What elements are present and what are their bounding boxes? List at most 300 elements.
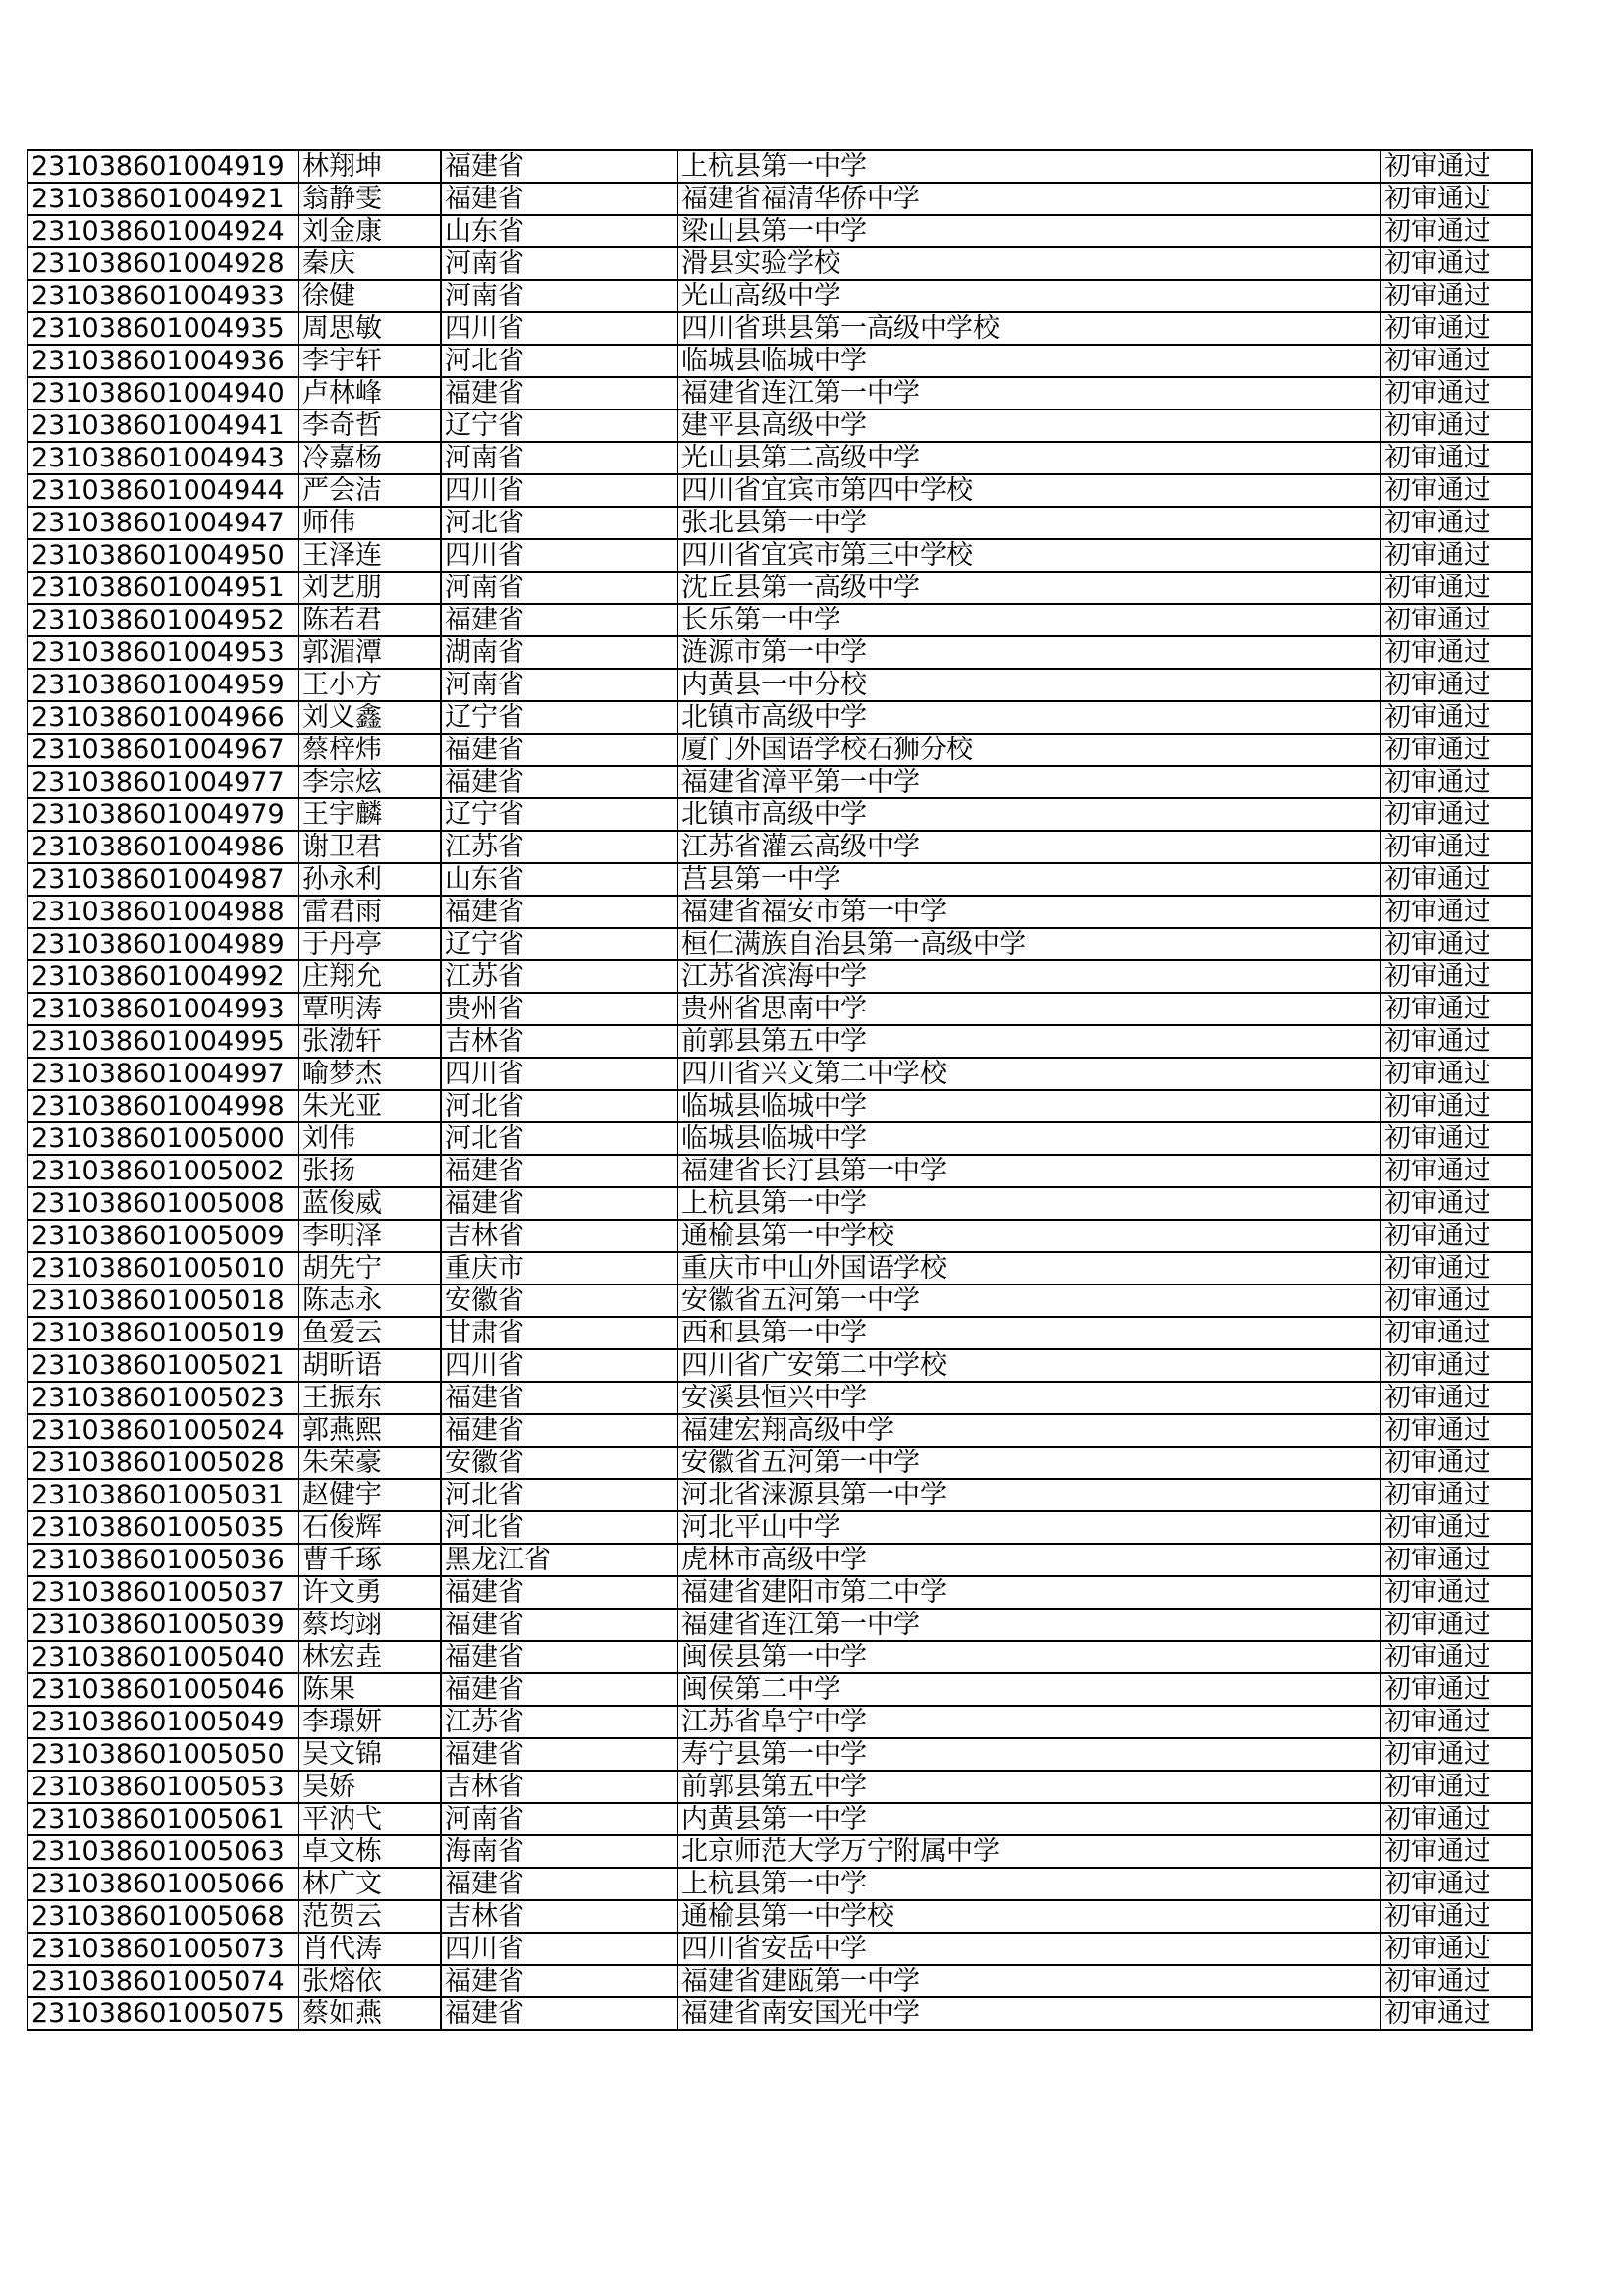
- province-cell: 山东省: [441, 863, 677, 896]
- school-cell: 北镇市高级中学: [677, 798, 1380, 831]
- status-cell: 初审通过: [1380, 1058, 1532, 1090]
- school-cell: 重庆市中山外国语学校: [677, 1252, 1380, 1285]
- table-row: [27, 701, 1532, 734]
- candidate-id-cell: 231038601005049: [27, 1706, 298, 1738]
- province-cell: 福建省: [441, 1641, 677, 1673]
- status-cell: 初审通过: [1380, 1187, 1532, 1220]
- table-row: [27, 1900, 1532, 1933]
- school-cell: 张北县第一中学: [677, 507, 1380, 539]
- candidate-id-cell: 231038601004944: [27, 474, 298, 507]
- status-cell: 初审通过: [1380, 1025, 1532, 1058]
- school-cell: 通榆县第一中学校: [677, 1220, 1380, 1252]
- candidate-name-cell: 蔡梓炜: [298, 734, 441, 766]
- candidate-id-cell: 231038601004947: [27, 507, 298, 539]
- school-cell: 江苏省阜宁中学: [677, 1706, 1380, 1738]
- candidate-name-cell: 喻梦杰: [298, 1058, 441, 1090]
- school-cell: 北京师范大学万宁附属中学: [677, 1835, 1380, 1868]
- province-cell: 四川省: [441, 539, 677, 572]
- status-cell: 初审通过: [1380, 960, 1532, 993]
- candidate-name-cell: 平汭弋: [298, 1803, 441, 1835]
- school-cell: 西和县第一中学: [677, 1317, 1380, 1349]
- school-cell: 安徽省五河第一中学: [677, 1285, 1380, 1317]
- province-cell: 四川省: [441, 1933, 677, 1965]
- province-cell: 辽宁省: [441, 410, 677, 442]
- status-cell: 初审通过: [1380, 1511, 1532, 1544]
- candidate-name-cell: 王宇麟: [298, 798, 441, 831]
- table-row: [27, 1511, 1532, 1544]
- candidate-id-cell: 231038601004986: [27, 831, 298, 863]
- table-row: [27, 1965, 1532, 1997]
- candidate-id-cell: 231038601005036: [27, 1544, 298, 1576]
- province-cell: 福建省: [441, 1738, 677, 1771]
- candidate-id-cell: 231038601004993: [27, 993, 298, 1025]
- table-row: [27, 1090, 1532, 1122]
- table-row: [27, 1641, 1532, 1673]
- province-cell: 山东省: [441, 215, 677, 247]
- province-cell: 辽宁省: [441, 928, 677, 960]
- status-cell: 初审通过: [1380, 1479, 1532, 1511]
- status-cell: 初审通过: [1380, 215, 1532, 247]
- status-cell: 初审通过: [1380, 345, 1532, 377]
- province-cell: 江苏省: [441, 1706, 677, 1738]
- candidate-name-cell: 蔡如燕: [298, 1997, 441, 2030]
- candidate-name-cell: 秦庆: [298, 247, 441, 280]
- table-row: [27, 766, 1532, 798]
- school-cell: 建平县高级中学: [677, 410, 1380, 442]
- candidate-name-cell: 刘艺朋: [298, 572, 441, 604]
- school-cell: 北镇市高级中学: [677, 701, 1380, 734]
- table-row: [27, 1122, 1532, 1155]
- status-cell: 初审通过: [1380, 377, 1532, 410]
- school-cell: 四川省安岳中学: [677, 1933, 1380, 1965]
- status-cell: 初审通过: [1380, 798, 1532, 831]
- school-cell: 福建宏翔高级中学: [677, 1414, 1380, 1447]
- province-cell: 福建省: [441, 377, 677, 410]
- school-cell: 莒县第一中学: [677, 863, 1380, 896]
- table-row: [27, 1187, 1532, 1220]
- table-row: [27, 798, 1532, 831]
- province-cell: 安徽省: [441, 1447, 677, 1479]
- candidate-name-cell: 王小方: [298, 669, 441, 701]
- province-cell: 福建省: [441, 1155, 677, 1187]
- table-row: [27, 604, 1532, 636]
- candidate-name-cell: 吴文锦: [298, 1738, 441, 1771]
- candidate-name-cell: 张扬: [298, 1155, 441, 1187]
- candidate-name-cell: 刘伟: [298, 1122, 441, 1155]
- table-row: [27, 1025, 1532, 1058]
- school-cell: 四川省宜宾市第三中学校: [677, 539, 1380, 572]
- table-row: [27, 1609, 1532, 1641]
- status-cell: 初审通过: [1380, 1641, 1532, 1673]
- province-cell: 河南省: [441, 442, 677, 474]
- status-cell: 初审通过: [1380, 896, 1532, 928]
- candidate-id-cell: 231038601004928: [27, 247, 298, 280]
- table-row: [27, 1252, 1532, 1285]
- table-row: [27, 928, 1532, 960]
- school-cell: 桓仁满族自治县第一高级中学: [677, 928, 1380, 960]
- province-cell: 江苏省: [441, 831, 677, 863]
- candidate-name-cell: 于丹亭: [298, 928, 441, 960]
- table-row: [27, 734, 1532, 766]
- table-row: [27, 377, 1532, 410]
- candidate-id-cell: 231038601005037: [27, 1576, 298, 1609]
- province-cell: 四川省: [441, 474, 677, 507]
- province-cell: 福建省: [441, 1414, 677, 1447]
- status-cell: 初审通过: [1380, 1317, 1532, 1349]
- school-cell: 四川省珙县第一高级中学校: [677, 312, 1380, 345]
- results-table: [27, 149, 1533, 2031]
- status-cell: 初审通过: [1380, 280, 1532, 312]
- candidate-name-cell: 张渤轩: [298, 1025, 441, 1058]
- status-cell: 初审通过: [1380, 766, 1532, 798]
- school-cell: 福建省福清华侨中学: [677, 183, 1380, 215]
- status-cell: 初审通过: [1380, 474, 1532, 507]
- candidate-id-cell: 231038601005018: [27, 1285, 298, 1317]
- table-row: [27, 896, 1532, 928]
- table-row: [27, 1317, 1532, 1349]
- status-cell: 初审通过: [1380, 1803, 1532, 1835]
- status-cell: 初审通过: [1380, 863, 1532, 896]
- candidate-name-cell: 许文勇: [298, 1576, 441, 1609]
- candidate-name-cell: 吴娇: [298, 1771, 441, 1803]
- school-cell: 光山高级中学: [677, 280, 1380, 312]
- status-cell: 初审通过: [1380, 734, 1532, 766]
- status-cell: 初审通过: [1380, 1609, 1532, 1641]
- province-cell: 河北省: [441, 1090, 677, 1122]
- province-cell: 福建省: [441, 183, 677, 215]
- candidate-id-cell: 231038601004966: [27, 701, 298, 734]
- school-cell: 闽侯第二中学: [677, 1673, 1380, 1706]
- province-cell: 重庆市: [441, 1252, 677, 1285]
- school-cell: 厦门外国语学校石狮分校: [677, 734, 1380, 766]
- status-cell: 初审通过: [1380, 312, 1532, 345]
- candidate-name-cell: 谢卫君: [298, 831, 441, 863]
- province-cell: 河北省: [441, 1511, 677, 1544]
- candidate-name-cell: 蓝俊威: [298, 1187, 441, 1220]
- table-row: [27, 1997, 1532, 2030]
- school-cell: 江苏省滨海中学: [677, 960, 1380, 993]
- table-row: [27, 507, 1532, 539]
- candidate-name-cell: 刘金康: [298, 215, 441, 247]
- table-row: [27, 1835, 1532, 1868]
- candidate-name-cell: 范贺云: [298, 1900, 441, 1933]
- results-table-body: [27, 150, 1532, 2030]
- candidate-name-cell: 师伟: [298, 507, 441, 539]
- status-cell: 初审通过: [1380, 1414, 1532, 1447]
- status-cell: 初审通过: [1380, 669, 1532, 701]
- status-cell: 初审通过: [1380, 572, 1532, 604]
- status-cell: 初审通过: [1380, 993, 1532, 1025]
- table-row: [27, 1155, 1532, 1187]
- table-row: [27, 669, 1532, 701]
- status-cell: 初审通过: [1380, 1155, 1532, 1187]
- school-cell: 福建省长汀县第一中学: [677, 1155, 1380, 1187]
- candidate-name-cell: 覃明涛: [298, 993, 441, 1025]
- table-row: [27, 1868, 1532, 1900]
- candidate-id-cell: 231038601005073: [27, 1933, 298, 1965]
- school-cell: 前郭县第五中学: [677, 1025, 1380, 1058]
- province-cell: 河北省: [441, 1479, 677, 1511]
- candidate-name-cell: 严会洁: [298, 474, 441, 507]
- table-row: [27, 1285, 1532, 1317]
- candidate-id-cell: 231038601005002: [27, 1155, 298, 1187]
- province-cell: 福建省: [441, 896, 677, 928]
- status-cell: 初审通过: [1380, 1997, 1532, 2030]
- candidate-name-cell: 孙永利: [298, 863, 441, 896]
- candidate-id-cell: 231038601005050: [27, 1738, 298, 1771]
- school-cell: 光山县第二高级中学: [677, 442, 1380, 474]
- candidate-name-cell: 鱼爱云: [298, 1317, 441, 1349]
- status-cell: 初审通过: [1380, 1835, 1532, 1868]
- province-cell: 福建省: [441, 1609, 677, 1641]
- province-cell: 四川省: [441, 1058, 677, 1090]
- school-cell: 上杭县第一中学: [677, 150, 1380, 183]
- school-cell: 贵州省思南中学: [677, 993, 1380, 1025]
- status-cell: 初审通过: [1380, 636, 1532, 669]
- candidate-name-cell: 陈志永: [298, 1285, 441, 1317]
- candidate-name-cell: 卓文栋: [298, 1835, 441, 1868]
- school-cell: 内黄县一中分校: [677, 669, 1380, 701]
- school-cell: 沈丘县第一高级中学: [677, 572, 1380, 604]
- candidate-name-cell: 卢林峰: [298, 377, 441, 410]
- table-row: [27, 1673, 1532, 1706]
- candidate-id-cell: 231038601004941: [27, 410, 298, 442]
- table-row: [27, 1738, 1532, 1771]
- candidate-name-cell: 赵健宇: [298, 1479, 441, 1511]
- candidate-id-cell: 231038601004995: [27, 1025, 298, 1058]
- candidate-id-cell: 231038601004940: [27, 377, 298, 410]
- table-row: [27, 539, 1532, 572]
- candidate-id-cell: 231038601005035: [27, 1511, 298, 1544]
- table-row: [27, 1479, 1532, 1511]
- status-cell: 初审通过: [1380, 247, 1532, 280]
- candidate-id-cell: 231038601005028: [27, 1447, 298, 1479]
- table-row: [27, 280, 1532, 312]
- table-row: [27, 1414, 1532, 1447]
- candidate-name-cell: 陈果: [298, 1673, 441, 1706]
- table-row: [27, 215, 1532, 247]
- province-cell: 河北省: [441, 507, 677, 539]
- status-cell: 初审通过: [1380, 1771, 1532, 1803]
- status-cell: 初审通过: [1380, 604, 1532, 636]
- candidate-id-cell: 231038601004967: [27, 734, 298, 766]
- school-cell: 寿宁县第一中学: [677, 1738, 1380, 1771]
- table-row: [27, 345, 1532, 377]
- province-cell: 四川省: [441, 312, 677, 345]
- table-row: [27, 183, 1532, 215]
- candidate-name-cell: 蔡均翊: [298, 1609, 441, 1641]
- table-row: [27, 636, 1532, 669]
- candidate-name-cell: 翁静雯: [298, 183, 441, 215]
- school-cell: 临城县临城中学: [677, 345, 1380, 377]
- table-row: [27, 150, 1532, 183]
- school-cell: 临城县临城中学: [677, 1122, 1380, 1155]
- province-cell: 福建省: [441, 1965, 677, 1997]
- status-cell: 初审通过: [1380, 1706, 1532, 1738]
- table-row: [27, 1933, 1532, 1965]
- status-cell: 初审通过: [1380, 1382, 1532, 1414]
- table-row: [27, 1803, 1532, 1835]
- province-cell: 辽宁省: [441, 701, 677, 734]
- status-cell: 初审通过: [1380, 150, 1532, 183]
- candidate-id-cell: 231038601004998: [27, 1090, 298, 1122]
- candidate-id-cell: 231038601004989: [27, 928, 298, 960]
- province-cell: 河南省: [441, 1803, 677, 1835]
- candidate-id-cell: 231038601004933: [27, 280, 298, 312]
- candidate-name-cell: 朱荣豪: [298, 1447, 441, 1479]
- candidate-id-cell: 231038601005053: [27, 1771, 298, 1803]
- province-cell: 福建省: [441, 1576, 677, 1609]
- school-cell: 福建省福安市第一中学: [677, 896, 1380, 928]
- candidate-id-cell: 231038601004950: [27, 539, 298, 572]
- school-cell: 江苏省灌云高级中学: [677, 831, 1380, 863]
- status-cell: 初审通过: [1380, 1220, 1532, 1252]
- school-cell: 滑县实验学校: [677, 247, 1380, 280]
- province-cell: 四川省: [441, 1349, 677, 1382]
- status-cell: 初审通过: [1380, 183, 1532, 215]
- candidate-id-cell: 231038601005021: [27, 1349, 298, 1382]
- province-cell: 河北省: [441, 345, 677, 377]
- candidate-id-cell: 231038601005019: [27, 1317, 298, 1349]
- candidate-name-cell: 石俊辉: [298, 1511, 441, 1544]
- school-cell: 福建省漳平第一中学: [677, 766, 1380, 798]
- province-cell: 河南省: [441, 669, 677, 701]
- province-cell: 吉林省: [441, 1900, 677, 1933]
- candidate-name-cell: 林宏垚: [298, 1641, 441, 1673]
- province-cell: 河南省: [441, 280, 677, 312]
- table-row: [27, 474, 1532, 507]
- status-cell: 初审通过: [1380, 1933, 1532, 1965]
- table-row: [27, 960, 1532, 993]
- province-cell: 河南省: [441, 247, 677, 280]
- candidate-id-cell: 231038601004935: [27, 312, 298, 345]
- province-cell: 福建省: [441, 1382, 677, 1414]
- candidate-id-cell: 231038601005023: [27, 1382, 298, 1414]
- school-cell: 福建省建瓯第一中学: [677, 1965, 1380, 1997]
- candidate-name-cell: 陈若君: [298, 604, 441, 636]
- table-row: [27, 312, 1532, 345]
- table-row: [27, 1706, 1532, 1738]
- table-row: [27, 572, 1532, 604]
- status-cell: 初审通过: [1380, 1090, 1532, 1122]
- province-cell: 福建省: [441, 150, 677, 183]
- candidate-name-cell: 庄翔允: [298, 960, 441, 993]
- province-cell: 河南省: [441, 572, 677, 604]
- table-row: [27, 1544, 1532, 1576]
- table-row: [27, 410, 1532, 442]
- province-cell: 安徽省: [441, 1285, 677, 1317]
- status-cell: 初审通过: [1380, 1673, 1532, 1706]
- province-cell: 吉林省: [441, 1220, 677, 1252]
- table-row: [27, 993, 1532, 1025]
- candidate-name-cell: 林广文: [298, 1868, 441, 1900]
- candidate-id-cell: 231038601005061: [27, 1803, 298, 1835]
- table-row: [27, 863, 1532, 896]
- candidate-id-cell: 231038601004988: [27, 896, 298, 928]
- candidate-id-cell: 231038601005068: [27, 1900, 298, 1933]
- candidate-name-cell: 林翔坤: [298, 150, 441, 183]
- province-cell: 福建省: [441, 1187, 677, 1220]
- school-cell: 内黄县第一中学: [677, 1803, 1380, 1835]
- table-row: [27, 247, 1532, 280]
- candidate-name-cell: 肖代涛: [298, 1933, 441, 1965]
- status-cell: 初审通过: [1380, 928, 1532, 960]
- candidate-name-cell: 王泽连: [298, 539, 441, 572]
- status-cell: 初审通过: [1380, 1965, 1532, 1997]
- province-cell: 福建省: [441, 1868, 677, 1900]
- school-cell: 虎林市高级中学: [677, 1544, 1380, 1576]
- candidate-name-cell: 王振东: [298, 1382, 441, 1414]
- province-cell: 湖南省: [441, 636, 677, 669]
- school-cell: 安徽省五河第一中学: [677, 1447, 1380, 1479]
- province-cell: 甘肃省: [441, 1317, 677, 1349]
- candidate-id-cell: 231038601005075: [27, 1997, 298, 2030]
- status-cell: 初审通过: [1380, 831, 1532, 863]
- school-cell: 河北省涞源县第一中学: [677, 1479, 1380, 1511]
- status-cell: 初审通过: [1380, 539, 1532, 572]
- school-cell: 福建省建阳市第二中学: [677, 1576, 1380, 1609]
- candidate-name-cell: 徐健: [298, 280, 441, 312]
- school-cell: 通榆县第一中学校: [677, 1900, 1380, 1933]
- table-row: [27, 442, 1532, 474]
- candidate-id-cell: 231038601004943: [27, 442, 298, 474]
- school-cell: 闽侯县第一中学: [677, 1641, 1380, 1673]
- school-cell: 涟源市第一中学: [677, 636, 1380, 669]
- status-cell: 初审通过: [1380, 1738, 1532, 1771]
- status-cell: 初审通过: [1380, 1285, 1532, 1317]
- candidate-id-cell: 231038601004997: [27, 1058, 298, 1090]
- province-cell: 福建省: [441, 734, 677, 766]
- status-cell: 初审通过: [1380, 1868, 1532, 1900]
- province-cell: 吉林省: [441, 1025, 677, 1058]
- candidate-name-cell: 郭湄潭: [298, 636, 441, 669]
- school-cell: 上杭县第一中学: [677, 1187, 1380, 1220]
- candidate-name-cell: 胡昕语: [298, 1349, 441, 1382]
- status-cell: 初审通过: [1380, 507, 1532, 539]
- table-row: [27, 1771, 1532, 1803]
- table-row: [27, 1576, 1532, 1609]
- candidate-id-cell: 231038601004959: [27, 669, 298, 701]
- candidate-id-cell: 231038601004987: [27, 863, 298, 896]
- candidate-id-cell: 231038601004992: [27, 960, 298, 993]
- candidate-name-cell: 李宇轩: [298, 345, 441, 377]
- table-row: [27, 1058, 1532, 1090]
- candidate-name-cell: 李奇哲: [298, 410, 441, 442]
- status-cell: 初审通过: [1380, 1576, 1532, 1609]
- school-cell: 河北平山中学: [677, 1511, 1380, 1544]
- candidate-name-cell: 郭燕熙: [298, 1414, 441, 1447]
- table-row: [27, 831, 1532, 863]
- candidate-id-cell: 231038601005008: [27, 1187, 298, 1220]
- status-cell: 初审通过: [1380, 1349, 1532, 1382]
- school-cell: 福建省连江第一中学: [677, 377, 1380, 410]
- table-row: [27, 1220, 1532, 1252]
- school-cell: 梁山县第一中学: [677, 215, 1380, 247]
- candidate-name-cell: 胡先宁: [298, 1252, 441, 1285]
- candidate-name-cell: 曹千琢: [298, 1544, 441, 1576]
- candidate-id-cell: 231038601005010: [27, 1252, 298, 1285]
- candidate-id-cell: 231038601004919: [27, 150, 298, 183]
- candidate-id-cell: 231038601005024: [27, 1414, 298, 1447]
- candidate-name-cell: 朱光亚: [298, 1090, 441, 1122]
- candidate-id-cell: 231038601004924: [27, 215, 298, 247]
- candidate-id-cell: 231038601005074: [27, 1965, 298, 1997]
- province-cell: 福建省: [441, 1997, 677, 2030]
- status-cell: 初审通过: [1380, 701, 1532, 734]
- candidate-id-cell: 231038601004977: [27, 766, 298, 798]
- candidate-id-cell: 231038601005039: [27, 1609, 298, 1641]
- school-cell: 四川省广安第二中学校: [677, 1349, 1380, 1382]
